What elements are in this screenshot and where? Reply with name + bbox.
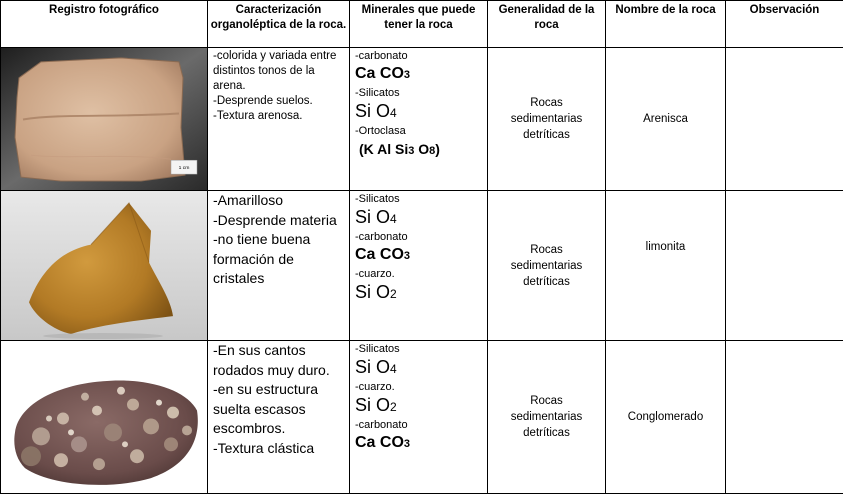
table-header-row bbox=[1, 1, 843, 48]
characterization-line: -Amarilloso bbox=[213, 192, 284, 208]
header-photo: Registro fotográfico bbox=[1, 1, 208, 48]
mineral-formula: Ca CO3 bbox=[355, 434, 411, 451]
rock-name: limonita bbox=[645, 241, 686, 253]
mineral-label: -carbonato bbox=[355, 419, 408, 431]
photo-cell-conglomerado bbox=[1, 341, 208, 494]
rock-name: Conglomerado bbox=[627, 411, 704, 423]
observation-cell bbox=[726, 48, 843, 191]
mineral-formula: Si O2 bbox=[355, 282, 397, 302]
characterization-cell bbox=[208, 48, 350, 191]
generality-cell bbox=[488, 48, 606, 191]
mineral-label: -Silicatos bbox=[355, 193, 400, 205]
mineral-formula: Si O2 bbox=[355, 395, 397, 415]
observation-cell bbox=[726, 191, 843, 341]
table-row bbox=[1, 191, 843, 341]
characterization-line: -Desprende materia bbox=[213, 211, 337, 228]
generality-cell bbox=[488, 191, 606, 341]
minerals-cell bbox=[350, 48, 488, 191]
mineral-label: -Silicatos bbox=[355, 87, 400, 99]
mineral-label: -cuarzo. bbox=[355, 381, 395, 393]
mineral-label: -cuarzo. bbox=[355, 268, 395, 280]
photo-cell-arenisca bbox=[1, 48, 208, 191]
conglomerate-photo bbox=[1, 341, 207, 493]
header-rock-name: Nombre de la roca bbox=[606, 1, 726, 48]
sandstone-photo bbox=[1, 48, 207, 190]
mineral-formula: Si O4 bbox=[355, 207, 397, 227]
characterization-line: -no tiene buena formación de cristales bbox=[213, 231, 311, 286]
generality-text: Rocas sedimentarias detríticas bbox=[510, 243, 583, 288]
mineral-label: -carbonato bbox=[355, 231, 408, 243]
table-row bbox=[1, 48, 843, 191]
rock-name: Arenisca bbox=[643, 113, 688, 125]
minerals-cell bbox=[350, 191, 488, 341]
rock-name-cell bbox=[606, 191, 726, 341]
header-characterization: Caracterización organoléptica de la roca. bbox=[208, 1, 350, 48]
scale-label: 1 cm bbox=[178, 165, 190, 172]
characterization-line: -en su estructura suelta escasos escombros. bbox=[213, 381, 319, 436]
characterization-line: -En sus cantos rodados muy duro. bbox=[213, 342, 330, 378]
mineral-label: -Ortoclasa bbox=[355, 125, 406, 137]
characterization-line: -Textura clástica bbox=[213, 439, 315, 456]
mineral-label: -carbonato bbox=[355, 50, 408, 62]
header-observation: Observación bbox=[726, 1, 843, 48]
mineral-label: -Silicatos bbox=[355, 343, 400, 355]
characterization-cell bbox=[208, 191, 350, 341]
header-minerals: Minerales que puede tener la roca bbox=[350, 1, 488, 48]
observation-cell bbox=[726, 341, 843, 494]
mineral-formula: Ca CO3 bbox=[355, 65, 411, 82]
mineral-formula: Si O4 bbox=[355, 101, 397, 121]
generality-cell bbox=[488, 341, 606, 494]
header-generality: Generalidad de la roca bbox=[488, 1, 606, 48]
generality-text: Rocas sedimentarias detríticas bbox=[510, 395, 583, 439]
photo-cell-limonita bbox=[1, 191, 208, 341]
characterization-line: -Desprende suelos. bbox=[213, 95, 313, 107]
generality-text: Rocas sedimentarias detríticas bbox=[510, 97, 583, 141]
minerals-cell bbox=[350, 341, 488, 494]
rock-name-cell bbox=[606, 48, 726, 191]
mineral-formula: Si O4 bbox=[355, 357, 397, 377]
characterization-line: -Textura arenosa. bbox=[213, 110, 303, 122]
characterization-cell bbox=[208, 341, 350, 494]
mineral-formula: Ca CO3 bbox=[355, 246, 411, 263]
table-row bbox=[1, 341, 843, 494]
mineral-formula: (K Al Si3 O8) bbox=[359, 141, 440, 157]
limonite-photo bbox=[1, 191, 207, 340]
rock-name-cell bbox=[606, 341, 726, 494]
characterization-line: -colorida y variada entre distintos tonos de la arena. bbox=[213, 50, 337, 92]
